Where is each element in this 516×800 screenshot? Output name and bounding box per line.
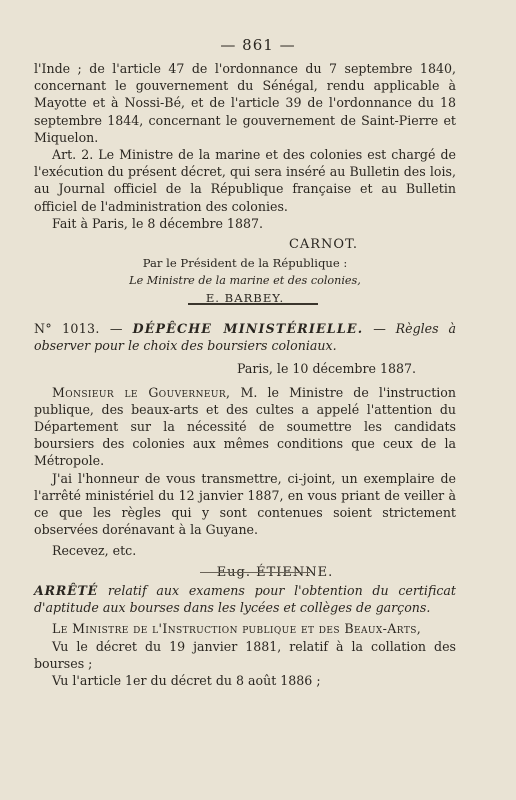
decree-minister-name: E. BARBEY.: [205, 290, 285, 305]
arrete-section: [34, 582, 456, 689]
page-number: — 861 —: [220, 36, 296, 54]
arrete-heading: [34, 582, 456, 616]
depeche-para-1: [34, 384, 456, 470]
depeche-signature: Eug. ÉTIENNE.: [216, 564, 334, 580]
decree-article-2: Art. 2. Le Ministre de la marine et des colonies est chargé de l'exécution du présent décret, qui sera inséré au Bulletin des lois, au Journal officiel de la République française et au Bulletin officiel de l'administration des colonies.: [34, 147, 456, 214]
depeche-para-2: J'ai l'honneur de vous transmettre, ci-joint, un exemplaire de l'arrêté ministériel du 12 janvier 1887, en vous priant de veiller à ce que les règles qui y sont contenues soient strictement observées dorénavant à la Guyane.: [34, 470, 456, 538]
arrete-vu-2: Vu l'article 1er du décret du 8 août 1886 ;: [52, 673, 321, 689]
decree-signer: CARNOT.: [288, 237, 358, 253]
section-divider: [188, 303, 318, 305]
decree-continuation: [34, 60, 456, 307]
depeche-subtitle: — Règles à observer pour le choix des boursiers coloniaux.: [34, 321, 456, 354]
depeche-para-1-text: M. le Ministre de l'instruction publique, des beaux-arts et des cultes a appelé l'attention du Département sur la nécessité de soumettre les candidats boursiers des colonies aux mêmes conditions que ceux de la Métropole.: [34, 384, 456, 469]
arrete-vu-1: Vu le décret du 19 janvier 1881, relatif à la collation des bourses ;: [34, 638, 456, 671]
depeche-salutation: Monsieur le Gouverneur,: [52, 384, 231, 400]
arrete-minister: Le Ministre de l'Instruction publique et des Beaux-Arts,: [52, 621, 422, 637]
depeche-place-date: Paris, le 10 décembre 1887.: [237, 361, 416, 377]
decree-done-at: Fait à Paris, le 8 décembre 1887.: [52, 215, 263, 231]
section-divider-2: [200, 572, 310, 573]
depeche-heading: [34, 320, 456, 354]
decree-by-president: Par le Président de la République :: [142, 256, 348, 271]
depeche-closing: Recevez, etc.: [52, 543, 137, 559]
depeche-title: DÉPÊCHE MINISTÉRIELLE.: [132, 321, 364, 336]
arrete-title: relatif aux examens pour l'obtention du certificat d'aptitude aux bourses dans les lycées et collèges de garçons.: [34, 583, 456, 616]
decree-text-continued: l'Inde ; de l'article 47 de l'ordonnance du 7 septembre 1840, concernant le gouvernement du Sénégal, rendu applicable à Mayotte et à Nossi-Bé, et de l'article 39 de l'ordonnance du 18 septembre 1844, concernant le gouvernement de Saint-Pierre et Miquelon.: [34, 61, 456, 145]
depeche-section: [34, 320, 456, 581]
decree-minister-title: Le Ministre de la marine et des colonies,: [129, 274, 361, 288]
depeche-number: N° 1013. —: [34, 321, 123, 336]
arrete-label: ARRÊTÉ: [34, 583, 99, 598]
